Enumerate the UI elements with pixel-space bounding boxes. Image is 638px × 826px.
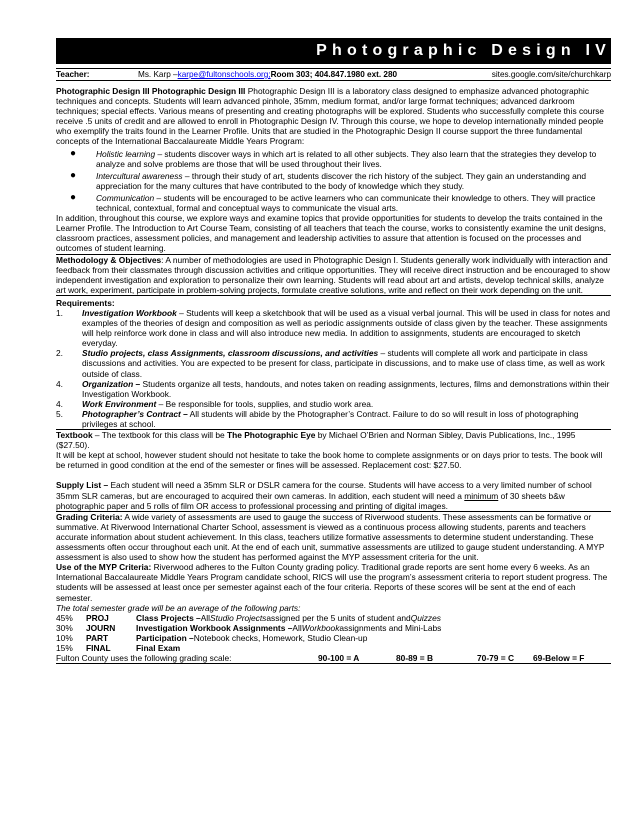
bullet-text: – students discover ways in which art is related to all other subjects. They also learn that the strategies they develop to analyze and solve problems are those that will be used throughout their lives. <box>96 148 597 169</box>
item-number: 2. <box>56 348 63 359</box>
scale-b: 80-89 = B <box>396 653 434 664</box>
grade-code: PART <box>86 632 109 643</box>
grade-percent: 10% <box>56 632 73 643</box>
grading-text: A wide variety of assessments are used to gauge the success of Riverwood students. These assessments can be formative or summative. At Riverwood International Charter School, assessment is viewed as a continuous process allowing students, parents and teachers accurate information about student achievement. In this class, teachers utilize formative assessments to determine student understanding. These assessments often occur throughout each unit. At the end of each unit, summative assessments are utilized to gauge student understanding. A MYP assessment is also used to show how the student has performed against the MYP assessment criteria for the unit. <box>56 511 605 563</box>
grading-scale-row <box>56 653 611 664</box>
methodology-section <box>56 255 611 296</box>
methodology-label: Methodology & Objectives <box>56 254 162 265</box>
supply-label: Supply List – <box>56 480 109 491</box>
supply-minimum: minimum <box>464 490 499 501</box>
item-term: Organization – <box>82 378 141 389</box>
item-number: 1. <box>56 307 63 318</box>
grade-title: Final Exam <box>136 642 181 653</box>
grade-text: All <box>200 612 211 623</box>
requirements-label: Requirements: <box>56 297 115 308</box>
item-text: – Be responsible for tools, supplies, and studio work area. <box>156 398 374 409</box>
textbook-title: The Photographic Eye <box>226 430 316 441</box>
grading-label: Grading Criteria: <box>56 511 123 522</box>
intro-text: Photographic Design III is a laboratory class designed to emphasize advanced photographic techniques and concepts. Students will learn advanced pinhole, 35mm, medium format, and/or large format techniques; advanced darkroom techniques; special effects. Various means of presenting and creating photographs will be explored. Students who successfully complete this course receive .5 units of credit and are allowed to enroll in Photographic Design IV. Through this course, we hope to develop internationally minded people who exemplify the traits found in the Learner Profile. Units that are studied in the Photographic Design II course support the three fundamental concepts of the International Baccalaureate Middle Years Program: <box>56 86 605 147</box>
grade-percent: 30% <box>56 622 73 633</box>
teacher-info-line <box>56 68 611 81</box>
textbook-text: – The textbook for this class will be <box>92 430 227 441</box>
myp-text: Riverwood adheres to the Fulton County grading policy. Traditional grade reports are sent home every 6 weeks. As an International Baccalaureate Middle Years Program candidate school, RICS will use the program’s assessment criteria to report student progress. The students will be assessed at least once per semester against each of the four criteria. Reports of these scores will be sent at the end of each semester. <box>56 562 608 603</box>
item-number: 4. <box>56 398 63 409</box>
syllabus-page <box>56 38 611 664</box>
list-item <box>56 308 611 348</box>
teacher-website: sites.google.com/site/churchkarp <box>491 70 611 79</box>
grade-italic: Workbook <box>301 622 340 633</box>
textbook-publisher: by Michael O’Brien and Norman Sibley, Davis Publications, Inc., 1995 ($27.50). <box>56 430 576 451</box>
item-number: 5. <box>56 408 63 419</box>
teacher-label: Teacher: <box>56 70 90 79</box>
grade-title: Class Projects – <box>136 612 201 623</box>
item-term: Work Environment <box>82 398 157 409</box>
supply-text-end: of 30 sheets b&w photographic paper and 5 rolls of film OR access to professional processing and printing of digital images. <box>56 490 565 511</box>
bullet-icon: ● <box>70 169 77 181</box>
grade-italic: Studio Projects <box>210 612 267 623</box>
teacher-email-link[interactable]: karpe@fultonschools.org; <box>177 70 271 79</box>
supply-text: Each student will need a 35mm SLR or DSLR camera for the course. Students will have access to a very limited number of school 35mm SLR cameras, but are encouraged to acquired their own cameras. In addition, each student will need a <box>56 480 592 501</box>
item-term: Studio projects, class Assignments, classroom discussions, and activities <box>82 348 379 359</box>
bullet-icon: ● <box>70 147 77 159</box>
grade-code: JOURN <box>86 622 116 633</box>
list-item <box>56 348 611 378</box>
course-intro-section <box>56 86 611 255</box>
item-text: – students will complete all work and participate in class discussions and activities. You are expected to be present for class, participate in discussions, and to make use of class time, as well as work outside of class. <box>82 348 605 379</box>
grade-part-row <box>56 623 611 633</box>
grade-italic-b: Quizzes <box>410 612 441 623</box>
list-item <box>56 379 611 399</box>
grade-part-row <box>56 613 611 623</box>
list-item <box>70 149 611 169</box>
bullet-term: Communication <box>96 192 155 203</box>
grading-section <box>56 512 611 664</box>
item-term: Photographer’s Contract – <box>82 408 188 419</box>
bullet-icon: ● <box>70 191 77 203</box>
teacher-room: Room 303; 404.847.1980 ext. 280 <box>270 70 398 79</box>
teacher-name: Ms. Karp – <box>138 70 178 79</box>
grade-code: PROJ <box>86 612 109 623</box>
scale-f: 69-Below = F <box>533 653 585 664</box>
supply-section <box>56 480 611 511</box>
scale-c: 70-79 = C <box>477 653 515 664</box>
scale-label: Fulton County uses the following grading scale: <box>56 653 232 664</box>
grade-text: Notebook checks, Homework, Studio Clean-up <box>193 632 368 643</box>
bullet-term: Holistic learning <box>96 148 156 159</box>
intro-lead: Photographic Design III Photographic Design III <box>56 86 246 96</box>
textbook-label: Textbook <box>56 430 93 441</box>
requirements-section <box>56 296 611 430</box>
grade-code: FINAL <box>86 642 111 653</box>
bullet-text: – through their study of art, students discover the rich history of the subject. They gain an understanding and appreciation for the many cultures that have contributed to the body of knowledge which they study. <box>96 170 587 191</box>
intro-paragraph <box>56 86 611 147</box>
bullet-text: – students will be encouraged to be active learners who can communicate their knowledge to others. They will practice technical, contextual, formal and conceptual ways to communicate the visual arts. <box>96 192 596 214</box>
average-note: The total semester grade will be an average of the following parts: <box>56 602 301 613</box>
grade-text-b: assigned per the 5 units of student and <box>266 612 411 623</box>
list-item <box>56 399 611 409</box>
list-item <box>56 409 611 429</box>
list-item <box>70 193 611 213</box>
grade-text: All <box>292 622 302 633</box>
grade-text-b: assignments and Mini-Labs <box>339 622 442 633</box>
myp-label: Use of the MYP Criteria: <box>56 562 152 573</box>
item-number: 4. <box>56 378 63 389</box>
textbook-section <box>56 430 611 470</box>
grade-part-row <box>56 633 611 643</box>
grade-title: Participation – <box>136 632 194 643</box>
grade-percent: 15% <box>56 642 73 653</box>
intro-closing: In addition, throughout this course, we explore ways and examine topics that provide opportunities for students to develop the traits contained in the Learner Profile. The Introduction to Art Course Team, consisting of all teachers that teach the course, works to consistently examine the unit designs, classroom practices, assessment policies, and management and leadership activities to assure that attention is focused on the processes and outcomes of student learning. <box>56 213 606 254</box>
grade-part-row <box>56 643 611 653</box>
list-item <box>70 171 611 191</box>
methodology-text: : A number of methodologies are used in Photographic Design I. Students generally work individually with interaction and feedback from their classmates through discussion activities and critique opportunities. They will receive direct instruction and be encouraged to show independent investigation and exploration to personalize their own learning. Students will read about art and artists, develop technical skills, analyze art work, experiment, participate in problem-solving projects, formulate creative solutions, write and reflect on their work depending on the unit. <box>56 254 610 295</box>
scale-a: 90-100 = A <box>318 653 360 664</box>
item-text: – Students will keep a sketchbook that will be used as a visual verbal journal. This will be used in class for notes and examples of the theories of design and composition as well as periodic assignments outside of class given by the teacher. These assignments will help reinforce work done in class and will also introduce new media. In addition to assignments, students are encouraged to sketch everyday. <box>82 307 611 349</box>
grade-title: Investigation Workbook Assignments – <box>136 622 293 633</box>
bullet-term: Intercultural awareness <box>96 170 183 181</box>
course-title-banner: Photographic Design IV <box>56 38 611 64</box>
textbook-note: It will be kept at school, however student should not hesitate to take the book home to complete assignments or on days prior to tests. The book will be returned in good condition at the end of the semester or fines will be assessed. Replacement cost: $27.50. <box>56 450 603 471</box>
item-text: Students organize all tests, handouts, and notes taken on reading assignments, lectures, films and demonstrations within their Investigation Workbook. <box>82 378 610 399</box>
grade-percent: 45% <box>56 612 73 623</box>
item-term: Investigation Workbook <box>82 307 177 318</box>
item-text: All students will abide by the Photographer’s Contract. Failure to do so will result in loss of photographing privileges at school. <box>82 408 579 429</box>
